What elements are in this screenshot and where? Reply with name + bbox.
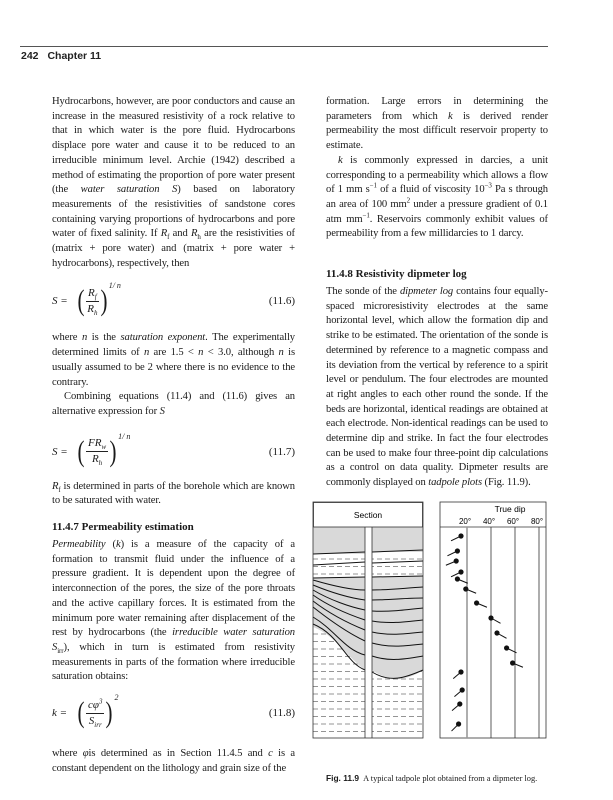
numerator: R [88,286,95,299]
caption-text: A typical tadpole plot obtained from a dipmeter log. [363,774,538,783]
equation-lhs: S = [52,445,68,458]
text-segment: under a pressure gradient of 0.1 atm mm [326,198,548,225]
text-segment: is determined in parts of the borehole which are known to be saturated with water. [52,480,295,507]
exponent: 2 [114,693,119,703]
text-segment: irreducible water saturation S [52,627,295,653]
equation-number: (11.7) [268,445,295,458]
denominator: R [87,302,94,315]
equation-fraction: ( $FR_w$ $R_h$ ) 1/ n [77,431,131,468]
tadpole-point [460,687,465,692]
text-segment: is derived render permeability the most difficult reservoir property to estimate. [326,110,548,152]
tadpole-point [488,615,493,620]
text-segment: S [159,405,165,417]
numerator-superscript: 3 [98,696,103,705]
text-segment: . Reservoirs commonly exhibit values of permeability from a few millidarcies to 1 darcy. [326,213,548,240]
text-segment: tadpole plots [428,477,482,489]
text-segment: where [52,748,83,760]
text-segment: where [52,332,82,344]
tadpole-point [455,548,460,553]
dip-tick-label: 20° [458,517,472,526]
denominator-subscript: h [93,309,98,318]
text-segment: dipmeter log [399,286,454,298]
text-segment: k [115,539,121,551]
text-segment: Hydrocarbons, however, are poor conductors and cause an increase in the measured resistivity of a rock relative to that in which water is the pore fluid. Hydrocarbons displace pore water and cause it to be reduced to an irreducible minimum level. Archie (1942) described a method of estimating the proportion of pore water present (the [52,96,295,196]
equation-fraction: ( $c\varphi^3$ $S_{irr}$ ) 2 [77,693,119,730]
text-segment: R [191,228,198,240]
text-segment: saturation exponent [120,332,206,344]
equation-fraction: ( $R_f$ $R_h$ ) 1/ n [77,281,121,318]
text-segment: contains four equally-spaced microresistivity electrodes at the same horizontal level, which allow the formation dip and strike to be estimated. The orientation of the sonde is determined by reference to a magnetic compass and its deviation from the vertical by reference to a spirit level or pendulum. The four electrodes are mounted at right angles to each other round the sonde. If the beds are horizontal, identical readings are obtained at each electrode. Non-identical readings can be used to determine dip and strike. In fact the four electrodes can be used to make four three-point dip calculations as a control on data quality. Dipmeter results are commonly displayed on [326,286,548,489]
dip-tick-label: 80° [530,517,544,526]
text-segment: is usually assumed to be 2 where there is no evidence to the contrary. [52,347,295,388]
text-segment: The sonde of the [326,286,400,298]
text-segment: n [81,332,88,344]
text-segment: −1 [369,181,377,190]
section-heading: 11.4.8 Resistivity dipmeter log [326,268,467,281]
text-segment: ( [105,539,116,551]
text-segment: < 3.0, although [203,347,279,359]
tadpole-point [463,586,468,591]
text-segment: n [198,347,204,359]
tadpole-point [458,669,463,674]
equation-lhs: k = [52,707,68,720]
figure-label: Fig. 11.9 [326,773,360,783]
true-dip-panel [440,502,546,738]
tadpole-point [454,558,459,563]
tadpole-point [455,576,460,581]
true-dip-title: True dip [494,504,526,514]
text-segment: are the resistivities of (matrix + pore water) and (matrix + pore water + hydrocarbons), respectively, then [52,228,295,269]
tadpole-point [456,721,461,726]
denominator-subscript: irr [94,720,102,729]
text-segment: is determined as in Section 11.4.5 and [88,748,269,760]
exponent: 1/ n [118,431,131,441]
denominator: R [91,453,99,466]
text-segment: formation. Large errors in determining the parameters from which [326,96,548,122]
text-segment: . The experimentally determined limits of [52,332,295,359]
equation-lhs: S = [52,295,68,308]
text-segment: water saturation S [80,184,178,196]
dip-tick-label: 40° [482,517,496,526]
text-segment: −1 [362,211,370,220]
tadpole-point [494,630,499,635]
numerator-subscript: f [94,293,97,302]
text-segment: and [169,228,191,240]
denominator-subscript: h [98,459,103,468]
equation-number: (11.8) [268,707,295,720]
equation-number: (11.6) [268,295,295,308]
text-segment: φ [82,748,89,760]
tadpole-point [457,701,462,706]
text-segment: n [143,347,150,359]
text-segment: R [160,228,168,240]
text-segment: f [167,233,170,242]
text-segment: is the [87,332,121,344]
text-segment: c [268,748,273,760]
text-segment: ), which in turn is estimated from resistivity measurements in parts of the formation where irreducible saturation obtains: [52,641,295,683]
text-segment: f [58,485,61,494]
text-segment: Pa s through an area of 100 mm [326,184,548,210]
text-segment: −3 [484,181,492,190]
text-segment: ) is a measure of the capacity of a formation to transmit fluid under the influence of a pressure gradient. It is dependent upon the degree of interconnection of the pores, the size of the pore throats and the active capillary forces. It is estimated from the minimum pore water remaining after displacement of the rest by hydrocarbons (the [52,539,296,639]
chapter-label: Chapter 11 [47,50,102,62]
tadpole-point [504,645,509,650]
tadpole-point [458,569,463,574]
tadpole-point [510,660,515,665]
tadpole-point [458,533,463,538]
text-segment: are 1.5 < [149,347,199,359]
section-panel [313,502,423,738]
text-segment: k [338,154,343,166]
numerator: FR [88,437,102,450]
text-segment: ) based on laboratory measurements of the resistivities of sandstone cores containing varying proportions of hydrocarbons and pore water of fixed salinity. If [52,184,296,240]
text-segment: 2 [406,196,411,205]
text-segment: R [52,480,59,492]
text-segment: h [197,233,201,242]
text-segment: k [448,110,453,122]
dip-tick-label: 60° [506,517,520,526]
section-heading: 11.4.7 Permeability estimation [52,521,194,534]
text-segment: is a constant dependent on the lithology and grain size of the [52,748,295,774]
numerator-subscript: w [101,443,107,452]
text-segment: n [278,347,284,359]
denominator: S [88,714,95,727]
section-title: Section [353,510,383,520]
exponent: 1/ n [108,281,121,291]
text-segment: Combining equations (11.4) and (11.6) gives an alternative expression for [52,391,295,417]
text-segment: Permeability [52,539,106,551]
text-segment: (Fig. 11.9). [482,477,531,489]
text-segment: is commonly expressed in darcies, a unit corresponding to a permeability which allows a flow of 1 mm s [326,154,548,196]
tadpole-point [474,600,479,605]
page-number: 242 [21,50,39,62]
text-segment: of a fluid of viscosity 10 [376,184,485,196]
figure-caption [326,773,537,783]
text-segment: irr [57,647,64,656]
numerator: cφ [88,698,99,711]
